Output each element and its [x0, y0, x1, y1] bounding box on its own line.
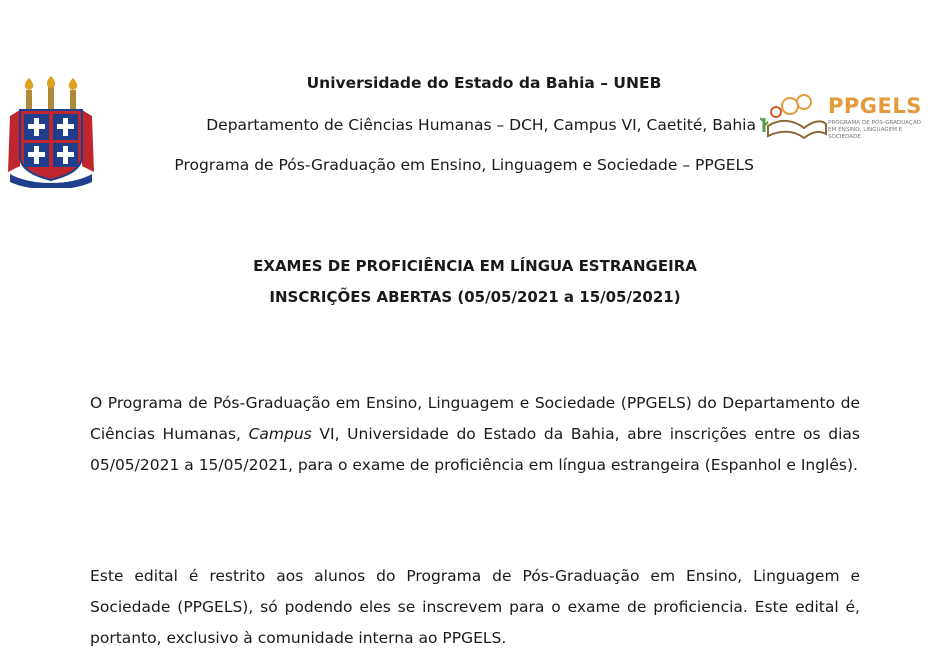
- program-name: Programa de Pós-Graduação em Ensino, Linguagem e Sociedade – PPGELS: [174, 156, 754, 174]
- ppgels-logo-title: PPGELS: [828, 94, 922, 118]
- open-book-icon: [760, 95, 826, 138]
- university-name: Universidade do Estado da Bahia – UNEB: [306, 74, 662, 92]
- paragraph-announcement: [90, 388, 860, 481]
- italic-word: Campus: [248, 425, 312, 443]
- ppgels-logo-subtitle: PROGRAMA DE PÓS-GRADUAÇÃO EM ENSINO, LINGUAGEM E SOCIEDADE: [828, 120, 922, 140]
- paragraph-text: VI, Universidade do Estado da Bahia, abre inscrições entre os dias 05/05/2021 a 15/05/2021, para o exame de proficiência em língua estrangeira (Espanhol e Inglês).: [90, 425, 860, 474]
- uneb-seal-logo: [6, 76, 96, 188]
- notice-title: EXAMES DE PROFICIÊNCIA EM LÍNGUA ESTRANGEIRA: [253, 257, 697, 275]
- paragraph-restriction: Este edital é restrito aos alunos do Programa de Pós-Graduação em Ensino, Linguagem e Sociedade (PPGELS), só podendo eles se inscrevem para o exame de proficiencia. Este edital é, portanto, exclusivo à comunidade interna ao PPGELS.: [90, 567, 860, 647]
- paragraph-text: O Programa de Pós-Graduação em Ensino, Linguagem e Sociedade (PPGELS) do Departamento de Ciências Humanas,: [90, 394, 860, 443]
- registration-dates-title: INSCRIÇÕES ABERTAS (05/05/2021 a 15/05/2021): [269, 288, 681, 306]
- department-name: Departamento de Ciências Humanas – DCH, Campus VI, Caetité, Bahia: [206, 116, 756, 134]
